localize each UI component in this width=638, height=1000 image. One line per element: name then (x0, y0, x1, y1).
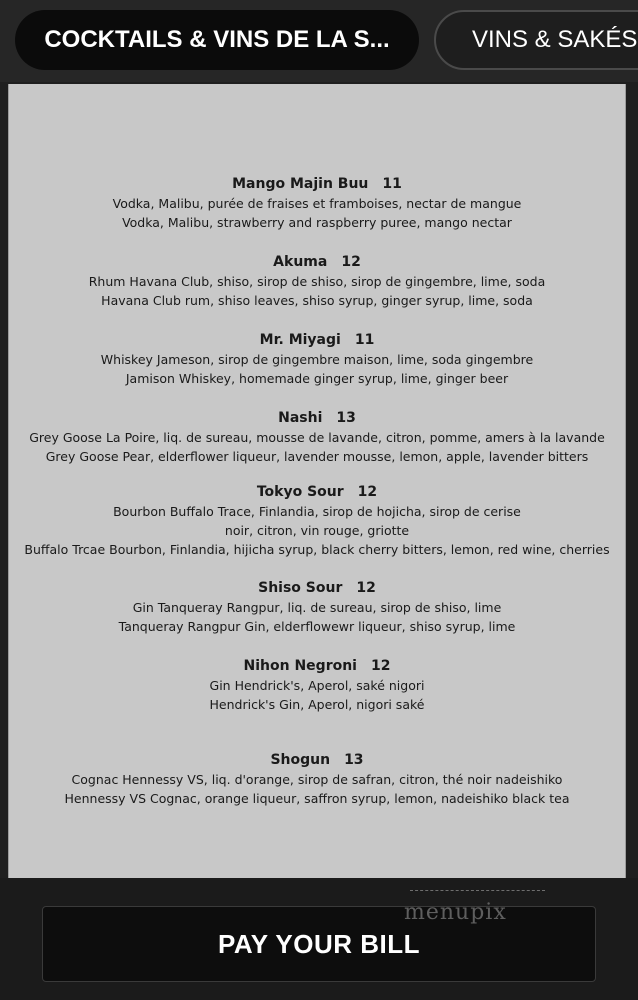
menu-item-name: Mr. Miyagi (259, 332, 341, 348)
menu-item-desc-fr: Gin Tanqueray Rangpur, liq. de sureau, sirop de shiso, lime (132, 600, 502, 615)
menu-page (8, 84, 626, 878)
menu-item-heading (9, 750, 625, 770)
menu-item-desc-en: Grey Goose Pear, elderflower liqueur, lavender mousse, lemon, apple, lavender bitters (45, 449, 589, 464)
menu-item-desc-en: Jamison Whiskey, homemade ginger syrup, lime, ginger beer (125, 371, 509, 386)
menu-item-heading (9, 408, 625, 428)
menu-item-heading (9, 330, 625, 350)
menu-item-name: Shiso Sour (258, 580, 343, 596)
menu-item-heading (9, 578, 625, 598)
tab-cocktails-label: COCKTAILS & VINS DE LA S... (44, 26, 390, 53)
menu-item-desc-en: Vodka, Malibu, strawberry and raspberry puree, mango nectar (122, 215, 512, 230)
menu-item-price: 11 (382, 176, 402, 192)
menu-item-desc-fr: Gin Hendrick's, Aperol, saké nigori (209, 678, 425, 693)
watermark-divider (410, 890, 545, 891)
menu-item (9, 482, 625, 559)
menu-item-desc-fr: Rhum Havana Club, shiso, sirop de shiso, sirop de gingembre, lime, soda (88, 274, 546, 289)
menu-item-name: Akuma (273, 254, 328, 270)
top-tab-bar (0, 0, 638, 82)
menu-item-desc-en: Buffalo Trcae Bourbon, Finlandia, hijicha syrup, black cherry bitters, lemon, red wine, cherries (24, 542, 610, 557)
menu-item (9, 408, 625, 466)
menu-item-heading (9, 482, 625, 502)
menu-item-price: 12 (370, 658, 391, 674)
menu-item-name: Tokyo Sour (256, 484, 344, 500)
menu-item-desc-en: Tanqueray Rangpur Gin, elderflowewr liqueur, shiso syrup, lime (118, 619, 516, 634)
menu-item-name: Mango Majin Buu (232, 176, 369, 192)
menu-item-price: 11 (354, 332, 375, 348)
menu-item-desc-en: Hendrick's Gin, Aperol, nigori saké (209, 697, 425, 712)
menu-item-price: 13 (336, 410, 356, 426)
menu-item-desc-fr: Grey Goose La Poire, liq. de sureau, mousse de lavande, citron, pomme, amers à la lavande (29, 430, 605, 445)
menu-item-desc-fr: Whiskey Jameson, sirop de gingembre maison, lime, soda gingembre (100, 352, 534, 367)
menu-item-desc-en: Havana Club rum, shiso leaves, shiso syrup, ginger syrup, lime, soda (101, 293, 533, 308)
pay-bill-button[interactable]: PAY YOUR BILL (42, 906, 596, 982)
menu-item (9, 252, 625, 310)
menu-item-heading (9, 174, 625, 194)
menu-item-heading (9, 656, 625, 676)
tab-wines-sakes-label: VINS & SAKÉS (472, 26, 638, 53)
tab-wines-sakes[interactable] (434, 10, 638, 70)
menu-item-price: 12 (357, 484, 378, 500)
menu-item (9, 750, 625, 808)
menu-item-price: 12 (341, 254, 361, 270)
menu-item (9, 174, 625, 232)
menu-item-heading (9, 252, 625, 272)
menu-item-desc-fr: Cognac Hennessy VS, liq. d'orange, sirop de safran, citron, thé noir nadeishiko (71, 772, 563, 787)
menu-item-price: 12 (356, 580, 376, 596)
menu-item (9, 656, 625, 714)
menu-item-name: Shogun (270, 752, 331, 768)
menu-item-desc-fr: Vodka, Malibu, purée de fraises et framboises, nectar de mangue (112, 196, 522, 211)
menu-item-desc-fr: Bourbon Buffalo Trace, Finlandia, sirop de hojicha, sirop de cerise noir, citron, vin rouge, griotte (113, 504, 521, 538)
menu-item-name: Nihon Negroni (243, 658, 357, 674)
tab-cocktails[interactable] (15, 10, 419, 70)
menu-item (9, 578, 625, 636)
menu-item-desc-en: Hennessy VS Cognac, orange liqueur, saffron syrup, lemon, nadeishiko black tea (64, 791, 570, 806)
menu-item-price: 13 (344, 752, 364, 768)
menu-item-name: Nashi (278, 410, 323, 426)
menu-item (9, 330, 625, 388)
menupix-watermark: menupix (404, 900, 507, 925)
